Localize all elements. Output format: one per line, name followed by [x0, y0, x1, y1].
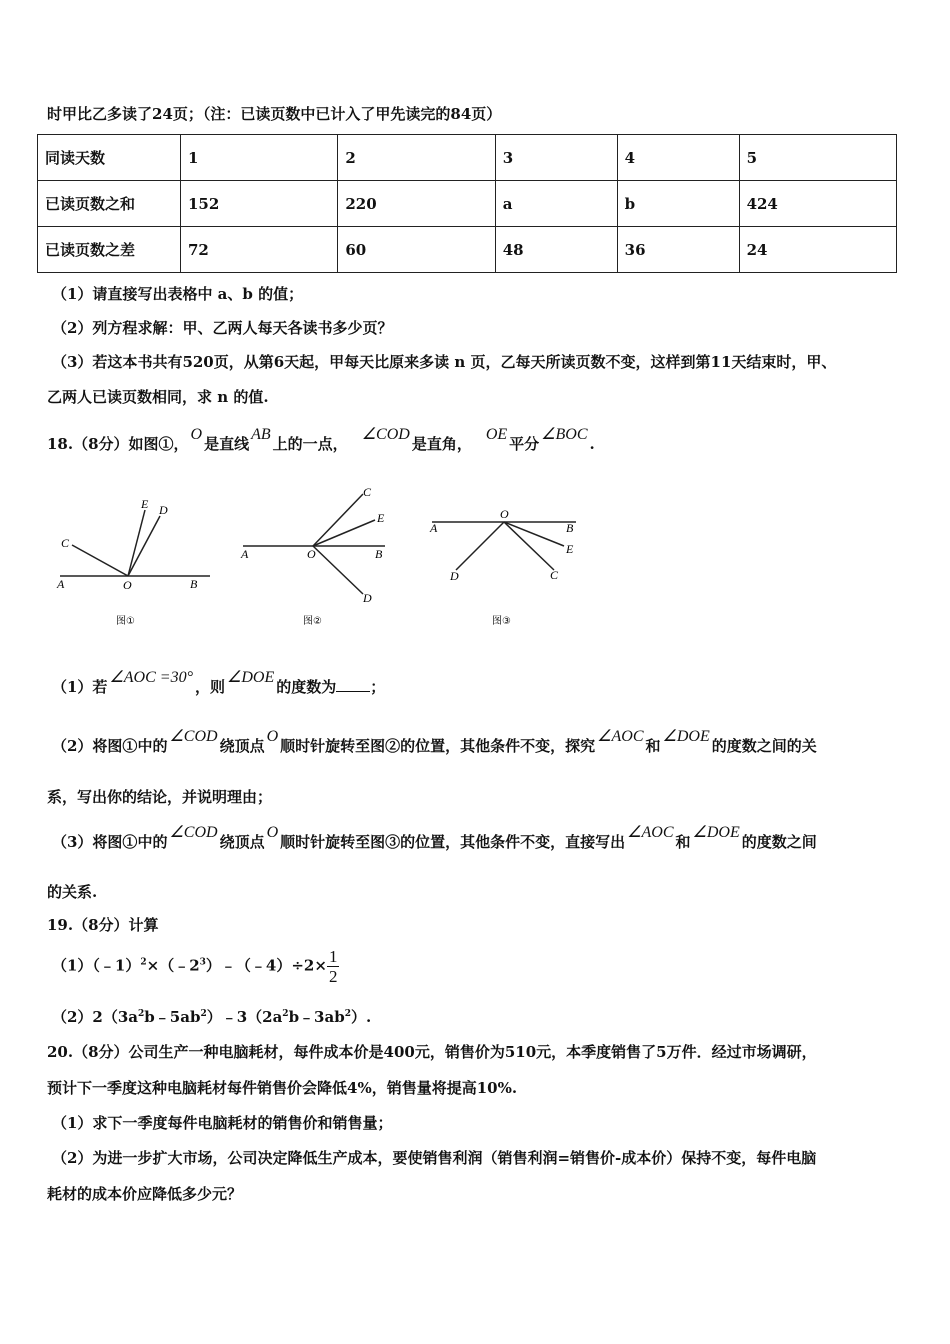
- label-o: O: [123, 578, 132, 592]
- math-o: O: [266, 728, 279, 745]
- table-cell: 220: [338, 181, 495, 227]
- q18-text: （3）将图①中的: [52, 833, 168, 851]
- q18-text: ，则: [194, 678, 225, 696]
- math-angle-doe: ∠DOE: [662, 728, 710, 745]
- label-d: D: [363, 591, 372, 605]
- table-cell: b: [617, 181, 739, 227]
- label-e: E: [377, 511, 385, 525]
- label-o: O: [307, 547, 316, 561]
- math-aoc-30: ∠AOC =30°: [109, 669, 193, 686]
- q18-text: 和: [645, 737, 661, 755]
- q18-text: 绕顶点: [219, 833, 265, 851]
- label-e: E: [566, 542, 574, 556]
- table-row: [38, 181, 897, 227]
- exponent: 2: [138, 1009, 145, 1019]
- q20-line1: 20.（8分）公司生产一种电脑耗材，每件成本价是400元，销售价为510元，本季度销售了5万件．经过市场调研，: [47, 1043, 817, 1061]
- q19-text: （2）2（3a: [52, 1008, 139, 1026]
- figure-2-caption: 图②: [303, 616, 322, 627]
- q18-text: 的度数之间的关: [711, 737, 817, 755]
- table-cell: 已读页数之差: [38, 227, 181, 273]
- label-b: B: [566, 521, 574, 535]
- q20-part2-line1: （2）为进一步扩大市场，公司决定降低生产成本，要使销售利润（销售利润=销售价-成本价）保持不变，每件电脑: [52, 1149, 817, 1167]
- exponent: 2: [200, 1009, 207, 1019]
- math-ab: AB: [251, 426, 271, 443]
- label-c: C: [363, 485, 372, 499]
- q18-text: 上的一点，: [272, 435, 348, 453]
- table-cell: 已读页数之和: [38, 181, 181, 227]
- answer-blank: [336, 679, 370, 692]
- table-cell: a: [495, 181, 617, 227]
- q19-text: （1）（﹣1）: [52, 956, 141, 975]
- math-o: O: [266, 824, 279, 841]
- math-angle-doe: ∠DOE: [692, 824, 740, 841]
- math-angle-cod: ∠COD: [169, 728, 218, 745]
- label-e: E: [141, 497, 149, 511]
- table-cell: 同读天数: [38, 135, 181, 181]
- table-cell: 152: [181, 181, 338, 227]
- table-cell: 24: [739, 227, 896, 273]
- q18-text: （1）若: [52, 678, 108, 696]
- q17-part3-line1: （3）若这本书共有520页，从第6天起，甲每天比原来多读 n 页，乙每天所读页数不变，这样到第11天结束时，甲、: [52, 353, 837, 371]
- q18-part2: [52, 728, 817, 756]
- figure-3-caption: 图③: [492, 616, 511, 627]
- q19-text: ×（﹣2: [146, 956, 200, 975]
- q20-part1: （1）求下一季度每件电脑耗材的销售价和销售量；: [52, 1114, 393, 1132]
- exponent: 2: [344, 1009, 351, 1019]
- math-angle-aoc: ∠AOC: [597, 728, 644, 745]
- q17-part1: （1）请直接写出表格中 a、b 的值；: [52, 285, 304, 303]
- q18-text: 的度数为: [276, 678, 337, 696]
- q18-text: .: [589, 435, 595, 453]
- q19-part2: [52, 1006, 371, 1027]
- figure-1-caption: 图①: [116, 616, 135, 627]
- table-row: [38, 227, 897, 273]
- q19-text: ）﹣3（2a: [206, 1008, 283, 1026]
- table-cell: 4: [617, 135, 739, 181]
- label-c: C: [550, 568, 559, 582]
- q20-line2: 预计下一季度这种电脑耗材每件销售价会降低4%，销售量将提高10%.: [47, 1079, 518, 1097]
- q19-text: ）.: [350, 1008, 372, 1026]
- q18-text: （2）将图①中的: [52, 737, 168, 755]
- math-oe: OE: [485, 426, 508, 443]
- q20-part2-line2: 耗材的成本价应降低多少元？: [47, 1185, 243, 1203]
- q18-text: 是直线: [204, 435, 250, 453]
- label-c: C: [61, 536, 70, 550]
- q18-text: 平分: [509, 435, 540, 453]
- q19-text: b﹣5ab: [144, 1008, 201, 1026]
- figure-1: [50, 490, 220, 630]
- q19-part1: [52, 947, 339, 986]
- q18-part2-line2: 系，写出你的结论，并说明理由；: [47, 788, 273, 806]
- figure-3: [426, 502, 596, 630]
- fraction-denominator: 2: [328, 967, 338, 986]
- q18-text: 的度数之间: [741, 833, 817, 851]
- q18-heading: [47, 426, 595, 454]
- table-cell: 60: [338, 227, 495, 273]
- table-cell: 48: [495, 227, 617, 273]
- q19-heading: 19.（8分）计算: [47, 916, 159, 934]
- math-o: O: [190, 426, 203, 443]
- q18-part3-line2: 的关系.: [47, 883, 98, 901]
- intro-line: 时甲比乙多读了24页；（注：已读页数中已计入了甲先读完的84页）: [47, 105, 502, 123]
- fraction-one-half: [327, 947, 340, 986]
- math-angle-aoc: ∠AOC: [627, 824, 674, 841]
- q18-text: 和: [675, 833, 691, 851]
- exponent: 2: [282, 1009, 289, 1019]
- math-angle-boc: ∠BOC: [541, 426, 588, 443]
- label-a: A: [430, 521, 438, 535]
- math-angle-cod: ∠COD: [169, 824, 218, 841]
- label-a: A: [57, 577, 65, 591]
- fraction-numerator: 1: [328, 947, 338, 966]
- q17-part3-line2: 乙两人已读页数相同，求 n 的值.: [47, 388, 269, 406]
- table-cell: 36: [617, 227, 739, 273]
- q18-text: 顺时针旋转至图②的位置，其他条件不变，探究: [280, 737, 596, 755]
- math-angle-cod: ∠COD: [361, 426, 410, 443]
- label-b: B: [375, 547, 383, 561]
- q18-text: 顺时针旋转至图③的位置，其他条件不变，直接写出: [280, 833, 626, 851]
- q17-part2: （2）列方程求解：甲、乙两人每天各读书多少页？: [52, 319, 393, 337]
- q18-text: 绕顶点: [219, 737, 265, 755]
- table-row: [38, 135, 897, 181]
- q18-part1: [52, 669, 386, 697]
- label-d: D: [450, 569, 459, 583]
- table-cell: 424: [739, 181, 896, 227]
- q18-head: 18.（8分）如图①，: [47, 435, 189, 453]
- label-a: A: [241, 547, 249, 561]
- label-o: O: [500, 507, 509, 521]
- exponent: 3: [199, 957, 206, 968]
- table-cell: 2: [338, 135, 495, 181]
- label-b: B: [190, 577, 198, 591]
- figure-2: [237, 482, 397, 630]
- math-angle-doe: ∠DOE: [227, 669, 275, 686]
- q18-text: ；: [370, 678, 386, 696]
- q18-part3: [52, 824, 817, 852]
- label-d: D: [159, 503, 168, 517]
- exponent: 2: [140, 957, 147, 968]
- q19-text: b﹣3ab: [288, 1008, 345, 1026]
- q18-text: 是直角，: [411, 435, 472, 453]
- table-cell: 5: [739, 135, 896, 181]
- table-cell: 72: [181, 227, 338, 273]
- reading-table: [37, 134, 897, 273]
- table-cell: 1: [181, 135, 338, 181]
- table-cell: 3: [495, 135, 617, 181]
- q19-text: ）﹣（﹣4）÷2×: [205, 956, 327, 975]
